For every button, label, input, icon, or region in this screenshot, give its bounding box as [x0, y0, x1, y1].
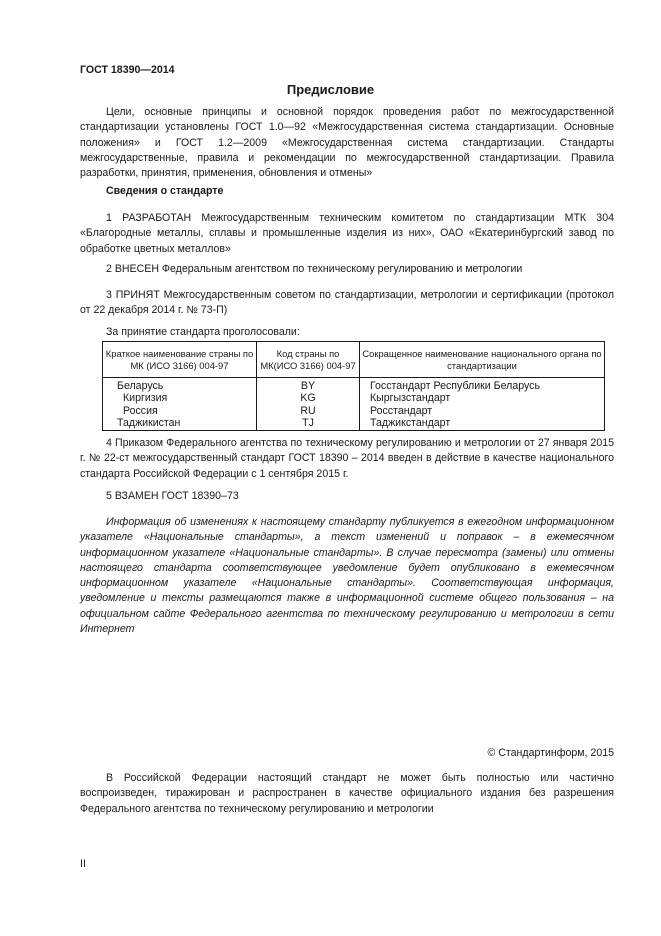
code-cell: KG [257, 392, 360, 404]
countries-table [102, 341, 605, 431]
code-cell: TJ [257, 417, 360, 430]
item-order: 4 Приказом Федерального агентства по техническому регулированию и метрологии от 27 января 2015 г. № 22-ст межгосударственный стандарт ГОСТ 18390 – 2014 введен в действие в качестве национального стандарта Российской Федерации с 1 сентября 2015 г. [80, 437, 614, 480]
header-body: Сокращенное наименование национального органа по стандартизации [360, 342, 605, 378]
page-title: Предисловие [286, 82, 375, 97]
body-cell: Таджикстандарт [360, 417, 605, 430]
item-developed: 1 РАЗРАБОТАН Межгосударственным техническим комитетом по стандартизации МТК 304 «Благородные металлы, сплавы и промышленные изделия из них», ОАО «Екатеринбургский завод по обработке цветных металлов» [80, 212, 614, 255]
body-cell: Кыргызстандарт [360, 392, 605, 404]
country-cell: Киргизия [103, 392, 257, 404]
changes-notice: Информация об изменениях к настоящему стандарту публикуется в ежегодном информационном указателе «Национальные стандарты», а текст изменений и поправок – в ежемесячном информационном указателе «Национальные стандарты». В случае пересмотра (замены) или отмены настоящего стандарта соответствующее уведомление будет опубликовано в ежемесячном информационном указателе «Национальные стандарты». Соответствующая информация, уведомление и тексты размещаются также в информационной системе общего пользования – на официальном сайте Федерального агентства по техническому регулированию и метрологии в сети Интернет [80, 516, 614, 636]
table-row [103, 392, 605, 404]
body-cell: Росстандарт [360, 405, 605, 417]
table-row [103, 417, 605, 430]
copyright: © Стандартинформ, 2015 [487, 747, 614, 759]
code-cell: BY [257, 378, 360, 393]
item-replaces: 5 ВЗАМЕН ГОСТ 18390–73 [106, 490, 239, 502]
header-country: Краткое наименование страны по МК (ИСО 3166) 004-97 [103, 342, 257, 378]
standard-code-header: ГОСТ 18390—2014 [80, 64, 175, 76]
header-code: Код страны по МК(ИСО 3166) 004-97 [257, 342, 360, 378]
item-adopted: 3 ПРИНЯТ Межгосударственным советом по стандартизации, метрологии и сертификации (протокол от 22 декабря 2014 г. № 73-П) [80, 289, 614, 317]
code-cell: RU [257, 405, 360, 417]
page-number: II [80, 858, 86, 870]
table-row [103, 405, 605, 417]
item-submitted: 2 ВНЕСЕН Федеральным агентством по техническому регулированию и метрологии [106, 263, 523, 275]
intro-paragraph: Цели, основные принципы и основной порядок проведения работ по межгосударственной стандартизации установлены ГОСТ 1.0—92 «Межгосударственная система стандартизации. Основные положения» и ГОСТ 1.2—2009 «Межгосударственная система стандартизации. Стандарты межгосударственные, правила и рекомендации по межгосударственной стандартизации. Правила разработки, принятия, применения, обновления и отмены» [80, 106, 614, 180]
country-cell: Беларусь [103, 378, 257, 393]
table-row [103, 378, 605, 393]
info-heading: Сведения о стандарте [106, 185, 224, 197]
reproduction-notice: В Российской Федерации настоящий стандарт не может быть полностью или частично воспроизведен, тиражирован и распространен в качестве официального издания без разрешения Федерального агентства по техническому регулированию и метрологии [80, 772, 614, 815]
country-cell: Таджикистан [103, 417, 257, 430]
country-cell: Россия [103, 405, 257, 417]
voted-label: За принятие стандарта проголосовали: [106, 326, 300, 338]
table-header-row [103, 342, 605, 378]
body-cell: Госстандарт Республики Беларусь [360, 378, 605, 393]
